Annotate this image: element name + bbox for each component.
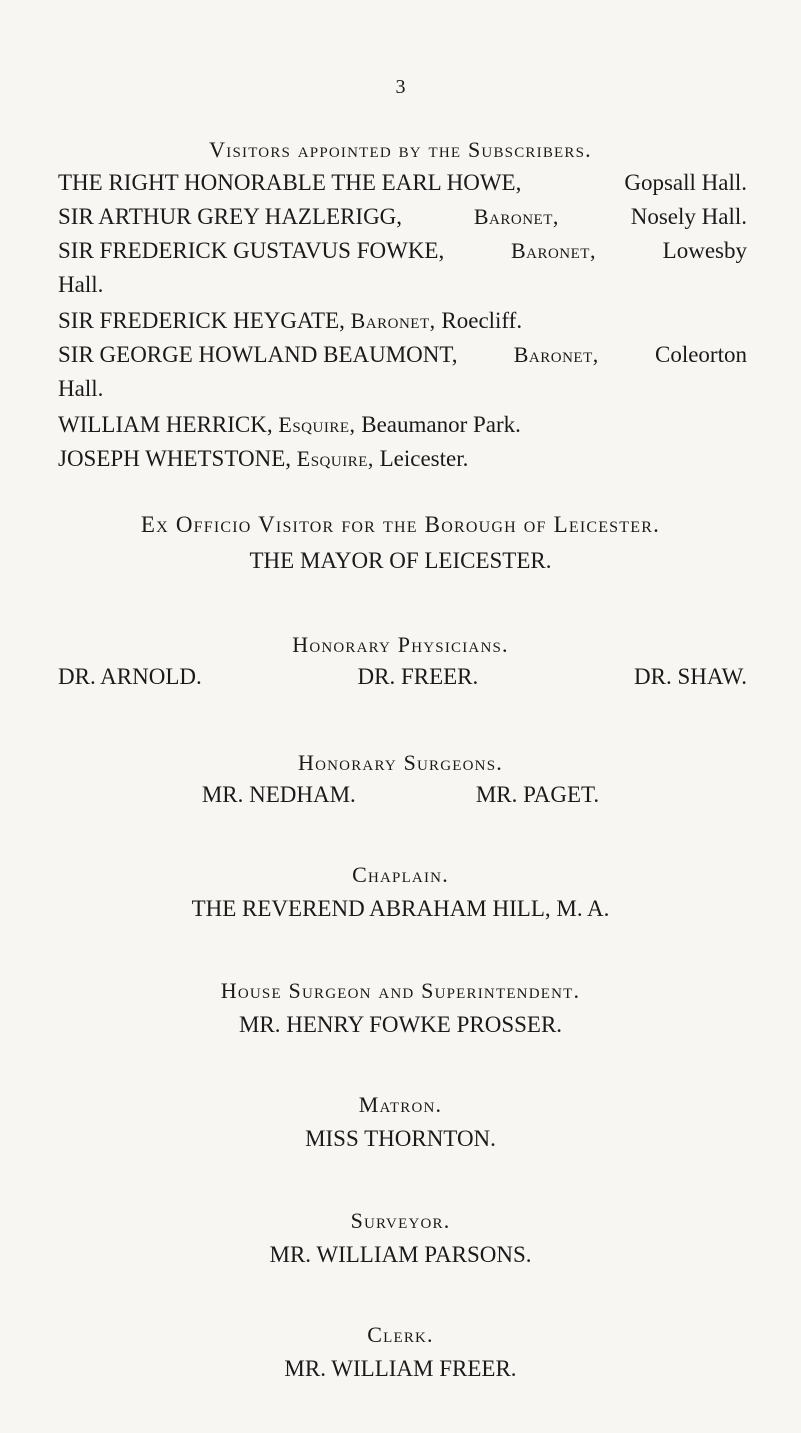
visitor-entry <box>58 235 747 267</box>
visitor-place: Roecliff. <box>441 308 523 333</box>
visitor-entry <box>58 339 747 371</box>
clerk-heading: Clerk. <box>367 1322 434 1347</box>
visitor-entry <box>58 167 747 199</box>
visitor-rank: Esquire, <box>278 412 356 437</box>
visitor-place-continued: Hall. <box>58 376 104 401</box>
visitor-name: SIR GEORGE HOWLAND BEAUMONT, <box>58 342 458 367</box>
visitor-name: SIR FREDERICK GUSTAVUS FOWKE, <box>58 238 445 263</box>
visitor-entry <box>58 443 747 475</box>
visitor-place: Beaumanor Park. <box>361 412 521 437</box>
visitor-name: WILLIAM HERRICK, <box>58 412 273 437</box>
surgeon-name: MR. PAGET. <box>475 782 600 807</box>
matron-heading: Matron. <box>358 1092 443 1117</box>
physicians-list <box>58 664 747 690</box>
visitor-name: SIR FREDERICK HEYGATE, <box>58 308 345 333</box>
visitor-entry <box>58 201 747 233</box>
clerk-name: MR. WILLIAM FREER. <box>284 1356 517 1381</box>
visitor-place: Gopsall Hall. <box>624 170 747 195</box>
surgeon-name: MR. NEDHAM. <box>201 782 356 807</box>
physician-name: DR. SHAW. <box>634 664 747 689</box>
visitor-name: THE RIGHT HONORABLE THE EARL HOWE, <box>58 170 522 195</box>
ex-officio-name: THE MAYOR OF LEICESTER. <box>249 548 552 573</box>
surveyor-name: MR. WILLIAM PARSONS. <box>269 1242 532 1267</box>
visitor-name: SIR ARTHUR GREY HAZLERIGG, <box>58 204 403 229</box>
visitor-entry <box>58 409 747 441</box>
visitor-place: Nosely Hall. <box>630 204 747 229</box>
ex-officio-heading: Ex Officio Visitor for the Borough of Leicester. <box>140 512 661 537</box>
visitor-rank: Baronet, <box>513 342 599 367</box>
surgeons-list <box>0 782 801 808</box>
matron-name: MISS THORNTON. <box>305 1126 496 1151</box>
visitor-entry <box>58 305 747 337</box>
visitors-heading: Visitors appointed by the Subscribers. <box>209 137 592 162</box>
visitor-place-continued: Hall. <box>58 272 104 297</box>
visitor-rank: Baronet, <box>350 308 436 333</box>
physicians-heading: Honorary Physicians. <box>292 632 509 657</box>
visitor-place: Coleorton <box>654 342 747 367</box>
visitor-rank: Esquire, <box>296 446 374 471</box>
chaplain-heading: Chaplain. <box>352 862 449 887</box>
surgeons-heading: Honorary Surgeons. <box>298 750 503 775</box>
visitor-rank: Baronet, <box>473 204 559 229</box>
house-surgeon-heading: House Surgeon and Superintendent. <box>220 978 581 1003</box>
house-surgeon-name: MR. HENRY FOWKE PROSSER. <box>238 1012 563 1037</box>
visitor-place: Leicester. <box>379 446 469 471</box>
surveyor-heading: Surveyor. <box>350 1208 451 1233</box>
physician-name: DR. FREER. <box>357 664 479 689</box>
chaplain-name: THE REVEREND ABRAHAM HILL, M. A. <box>191 896 610 921</box>
visitor-place: Lowesby <box>662 238 747 263</box>
visitor-name: JOSEPH WHETSTONE, <box>58 446 291 471</box>
page-number: 3 <box>395 76 406 98</box>
visitor-rank: Baronet, <box>510 238 596 263</box>
physician-name: DR. ARNOLD. <box>58 664 202 689</box>
